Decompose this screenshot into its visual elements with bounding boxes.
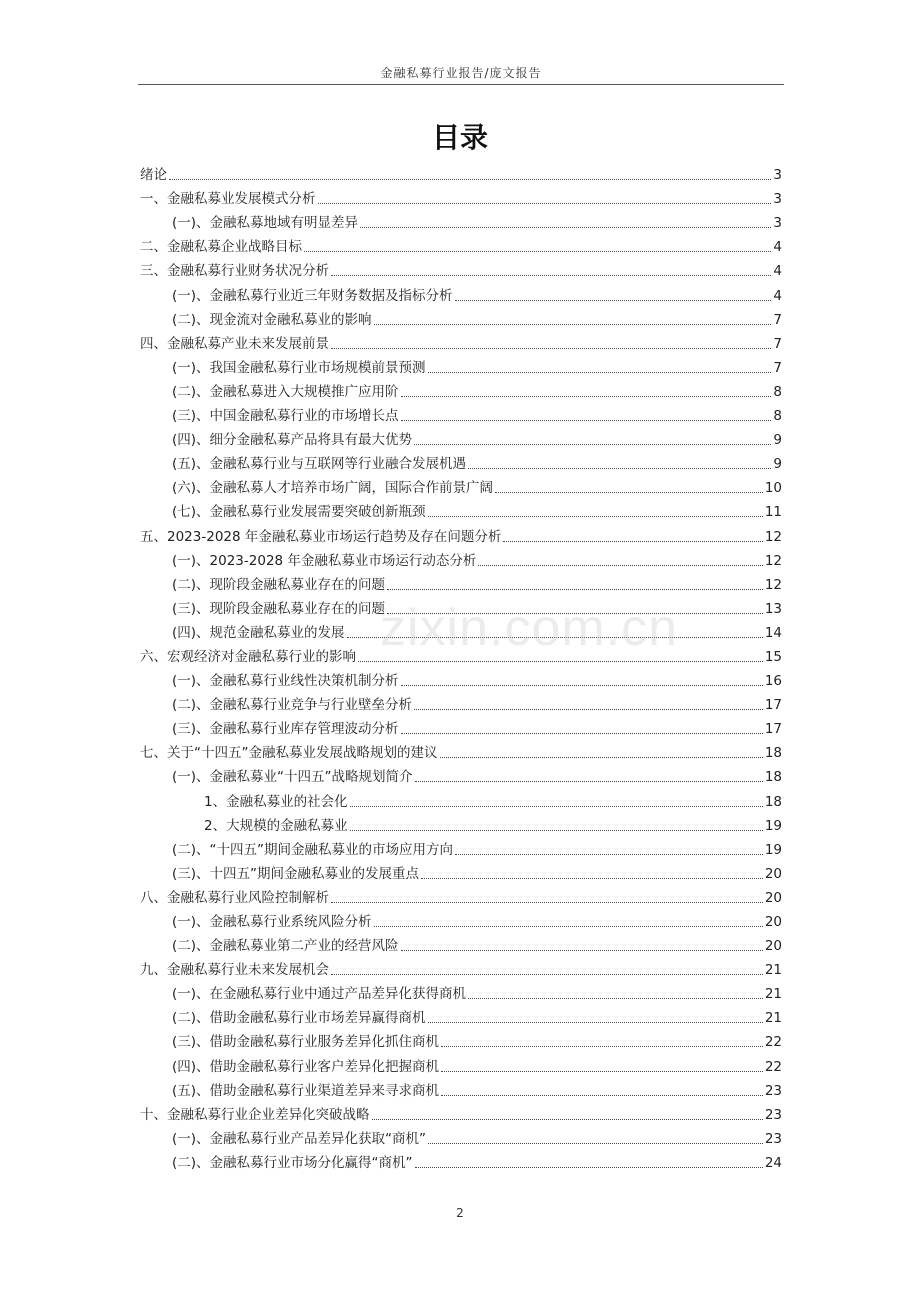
toc-entry[interactable] [140,1027,782,1051]
toc-dot-leader [387,589,763,590]
running-header: 金融私募行业报告/庞文报告 [380,66,542,80]
toc-entry-page: 12 [764,552,782,569]
watermark: zixin.com.cn [380,599,679,657]
page-title: 目录 [431,121,488,154]
toc-dot-leader [387,613,763,614]
toc-dot-leader [401,420,772,421]
toc-entry-page: 4 [773,287,782,304]
toc-dot-leader [414,709,763,710]
toc-entry[interactable] [140,666,782,690]
toc-entry-title: 2、大规模的金融私募业 [204,817,348,834]
toc-entry-page: 20 [764,865,782,882]
toc-entry-page: 3 [773,215,782,232]
toc-entry[interactable] [140,353,782,377]
toc-entry[interactable] [140,546,782,570]
toc-entry-page: 7 [773,335,782,352]
toc-entry-title: (一)、在金融私募行业中通过产品差异化获得商机 [172,986,467,1003]
toc-dot-leader [304,251,771,252]
toc-dot-leader [440,757,763,758]
toc-entry-page: 17 [764,697,782,714]
toc-entry-title: (二)、现金流对金融私募业的影响 [172,311,372,328]
toc-dot-leader [441,1071,763,1072]
toc-entry[interactable] [140,160,782,184]
toc-entry-page: 7 [773,359,782,376]
toc-dot-leader [415,1167,763,1168]
toc-entry-page: 12 [764,528,782,545]
toc-entry-page: 22 [764,1058,782,1075]
toc-entry-page: 23 [764,1130,782,1147]
toc-entry[interactable] [140,786,782,810]
toc-entry-title: (二)、金融私募行业竞争与行业壁垒分析 [172,697,413,714]
toc-entry[interactable] [140,738,782,762]
toc-entry-title: (四)、借助金融私募行业客户差异化把握商机 [172,1058,440,1075]
toc-entry-page: 9 [773,456,782,473]
toc-entry[interactable] [140,232,782,256]
toc-entry-title: (四)、规范金融私募业的发展 [172,624,345,641]
toc-entry-title: 四、金融私募产业未来发展前景 [140,335,329,352]
toc-dot-leader [358,661,763,662]
toc-entry-page: 12 [764,576,782,593]
toc-entry[interactable] [140,907,782,931]
toc-entry-page: 23 [764,1082,782,1099]
toc-dot-leader [421,878,763,879]
toc-entry-title: (二)、金融私募行业市场分化赢得“商机” [172,1154,413,1171]
toc-entry-page: 21 [764,986,782,1003]
toc-entry-page: 10 [764,480,782,497]
toc-entry-page: 23 [764,1106,782,1123]
toc-entry-title: 1、金融私募业的社会化 [204,793,348,810]
toc-entry[interactable] [140,811,782,835]
toc-entry-page: 7 [773,311,782,328]
toc-entry[interactable] [140,305,782,329]
toc-entry[interactable] [140,1124,782,1148]
toc-entry-page: 8 [773,383,782,400]
toc-entry-page: 9 [773,432,782,449]
toc-entry-page: 21 [764,962,782,979]
toc-dot-leader [441,1046,763,1047]
toc-entry-title: 七、关于“十四五”金融私募业发展战略规划的建议 [140,745,438,762]
toc-dot-leader [401,685,763,686]
toc-dot-leader [455,854,763,855]
table-of-contents [140,160,782,1172]
toc-entry-title: (二)、“十四五”期间金融私募业的市场应用方向 [172,841,454,858]
toc-entry-title: (一)、金融私募行业产品差异化获取“商机” [172,1130,427,1147]
toc-entry-title: (一)、金融私募行业近三年财务数据及指标分析 [172,287,453,304]
toc-entry-title: (一)、金融私募行业线性决策机制分析 [172,673,399,690]
toc-entry[interactable] [140,570,782,594]
toc-entry-title: (三)、借助金融私募行业服务差异化抓住商机 [172,1034,440,1051]
toc-entry-page: 16 [764,673,782,690]
toc-entry[interactable] [140,690,782,714]
toc-entry[interactable] [140,931,782,955]
toc-entry[interactable] [140,1003,782,1027]
toc-entry-title: (三)、金融私募行业库存管理波动分析 [172,721,399,738]
toc-entry-title: (六)、金融私募人才培养市场广阔，国际合作前景广阔 [172,480,494,497]
toc-entry[interactable] [140,184,782,208]
toc-entry-page: 8 [773,408,782,425]
toc-dot-leader [360,227,771,228]
toc-entry[interactable] [140,883,782,907]
toc-entry[interactable] [140,642,782,666]
toc-entry-title: 十、金融私募行业企业差异化突破战略 [140,1106,370,1123]
toc-dot-leader [374,926,763,927]
toc-entry[interactable] [140,497,782,521]
toc-dot-leader [331,902,763,903]
toc-entry[interactable] [140,1076,782,1100]
toc-entry-title: (一)、金融私募业“十四五”战略规划简介 [172,769,413,786]
toc-entry-page: 4 [773,239,782,256]
toc-entry-page: 3 [773,167,782,184]
toc-entry[interactable] [140,955,782,979]
toc-entry-title: (七)、金融私募行业发展需要突破创新瓶颈 [172,504,426,521]
toc-entry-page: 22 [764,1034,782,1051]
toc-entry-title: (五)、借助金融私募行业渠道差异来寻求商机 [172,1082,440,1099]
toc-dot-leader [372,1119,763,1120]
toc-entry-title: (二)、借助金融私募行业市场差异赢得商机 [172,1010,426,1027]
toc-dot-leader [169,179,771,180]
toc-entry-title: (一)、金融私募地域有明显差异 [172,215,359,232]
page-number: 2 [456,1206,464,1220]
toc-entry-title: (一)、2023-2028 年金融私募业市场运行动态分析 [172,552,477,569]
toc-entry[interactable] [140,618,782,642]
toc-entry[interactable] [140,859,782,883]
toc-entry-page: 20 [764,889,782,906]
toc-entry-page: 3 [773,191,782,208]
toc-entry-page: 24 [764,1154,782,1171]
toc-dot-leader [350,830,763,831]
toc-entry-page: 13 [764,600,782,617]
toc-entry-title: (五)、金融私募行业与互联网等行业融合发展机遇 [172,456,467,473]
toc-entry-title: (二)、现阶段金融私募业存在的问题 [172,576,386,593]
toc-entry[interactable] [140,835,782,859]
toc-entry[interactable] [140,377,782,401]
toc-entry-title: (一)、金融私募行业系统风险分析 [172,914,372,930]
toc-dot-leader [455,300,772,301]
toc-entry[interactable] [140,449,782,473]
toc-entry[interactable] [140,521,782,545]
toc-dot-leader [468,998,763,999]
toc-entry[interactable] [140,714,782,738]
toc-entry-title: (三)、十四五”期间金融私募业的发展重点 [172,865,420,882]
toc-entry[interactable] [140,280,782,304]
toc-entry-page: 17 [764,721,782,738]
header-divider [138,84,784,85]
toc-entry[interactable] [140,979,782,1003]
toc-dot-leader [350,806,763,807]
toc-entry-title: 二、金融私募企业战略目标 [140,239,302,256]
toc-dot-leader [428,516,763,517]
toc-entry-title: 九、金融私募行业未来发展机会 [140,962,329,979]
toc-dot-leader [401,733,763,734]
toc-entry-page: 20 [764,938,782,955]
toc-entry-page: 19 [764,841,782,858]
toc-entry[interactable] [140,473,782,497]
toc-entry-page: 14 [764,624,782,641]
toc-entry-page: 18 [764,745,782,762]
toc-dot-leader [374,324,772,325]
toc-dot-leader [428,1143,763,1144]
toc-dot-leader [415,781,763,782]
toc-dot-leader [347,637,763,638]
toc-dot-leader [441,1095,763,1096]
toc-entry-title: (四)、细分金融私募产品将具有最大优势 [172,432,413,449]
toc-dot-leader [401,396,772,397]
toc-entry-title: 五、2023-2028 年金融私募业市场运行趋势及存在问题分析 [140,528,502,545]
toc-entry-page: 11 [764,504,782,521]
toc-entry-page: 18 [764,769,782,786]
toc-entry[interactable] [140,594,782,618]
toc-entry-page: 18 [764,793,782,810]
toc-dot-leader [331,275,771,276]
toc-entry-title: (二)、金融私募业第二产业的经营风险 [172,938,399,955]
toc-dot-leader [428,1022,763,1023]
toc-dot-leader [331,348,771,349]
toc-dot-leader [331,974,763,975]
toc-entry-title: (一)、我国金融私募行业市场规模前景预测 [172,359,426,376]
toc-dot-leader [414,444,771,445]
toc-entry-title: 六、宏观经济对金融私募行业的影响 [140,648,356,665]
toc-entry-title: (三)、现阶段金融私募业存在的问题 [172,600,386,617]
toc-dot-leader [428,372,772,373]
toc-entry-title: 一、金融私募业发展模式分析 [140,191,316,208]
toc-dot-leader [503,541,762,542]
toc-dot-leader [318,203,772,204]
toc-entry-page: 4 [773,263,782,280]
toc-entry[interactable] [140,256,782,280]
toc-entry-title: 绪论 [140,167,167,184]
toc-entry[interactable] [140,208,782,232]
toc-entry[interactable] [140,1100,782,1124]
toc-entry[interactable] [140,1148,782,1172]
toc-entry[interactable] [140,425,782,449]
toc-dot-leader [401,950,763,951]
toc-entry[interactable] [140,1051,782,1075]
toc-entry[interactable] [140,762,782,786]
toc-entry[interactable] [140,329,782,353]
toc-entry-page: 15 [764,648,782,665]
toc-entry[interactable] [140,401,782,425]
toc-dot-leader [478,565,762,566]
toc-dot-leader [468,468,771,469]
toc-entry-title: (三)、中国金融私募行业的市场增长点 [172,408,399,425]
toc-entry-title: (二)、金融私募进入大规模推广应用阶 [172,383,399,400]
toc-entry-page: 20 [764,914,782,930]
toc-entry-title: 三、金融私募行业财务状况分析 [140,263,329,280]
toc-entry-page: 19 [764,817,782,834]
toc-entry-page: 21 [764,1010,782,1027]
toc-entry-title: 八、金融私募行业风险控制解析 [140,889,329,906]
toc-dot-leader [495,492,763,493]
